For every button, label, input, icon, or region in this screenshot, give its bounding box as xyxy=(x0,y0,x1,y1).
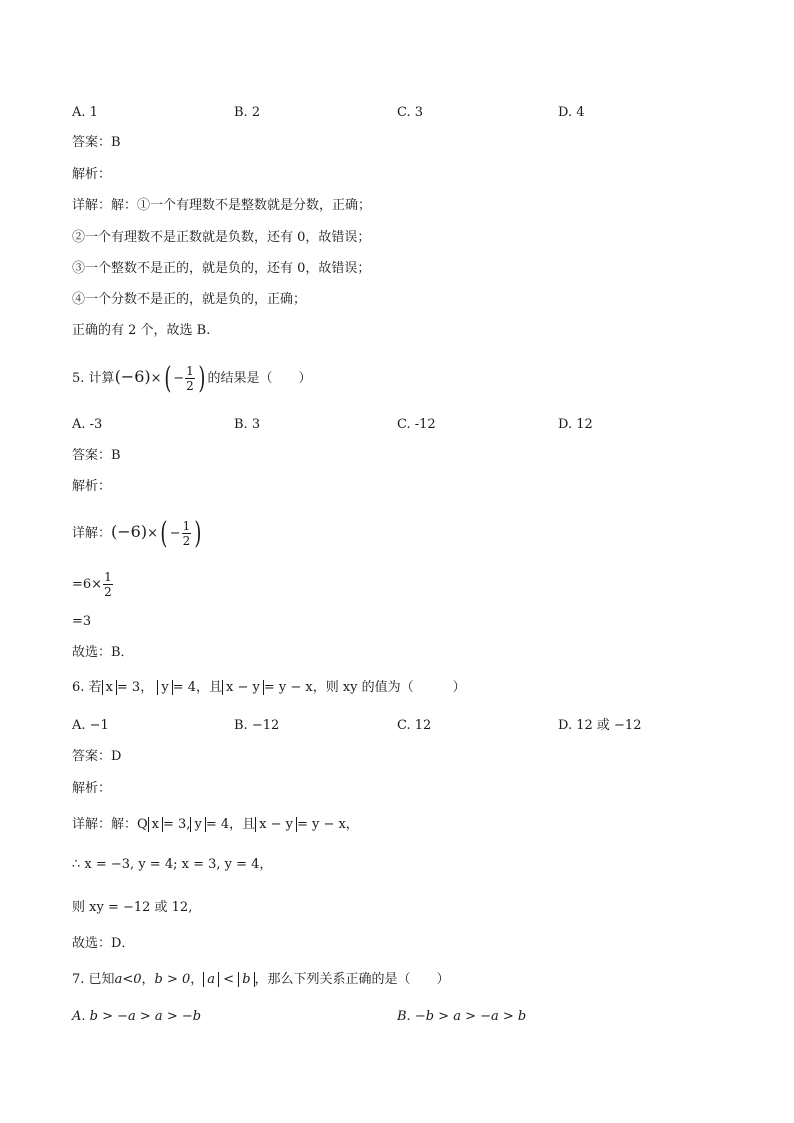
q6-option-b: B. −12 xyxy=(234,718,280,733)
q5-detail-frac-den: 2 xyxy=(182,534,191,548)
q5-detail-minus: − xyxy=(169,526,181,541)
q7-cond1: a<0 xyxy=(114,972,142,987)
q6-answer: 答案：D xyxy=(72,749,122,764)
q6-ruo: 若 xyxy=(88,680,102,695)
q6-abs-x: x xyxy=(102,680,117,695)
q4-analysis-label: 解析： xyxy=(72,167,112,182)
q5-option-b: B. 3 xyxy=(234,417,261,432)
q7-option-b: B. −b > a > −a > b xyxy=(397,1009,527,1024)
q6-detail-abs-y: y xyxy=(190,817,205,832)
q5-detail-times: × xyxy=(147,526,158,541)
q5-step2: =3 xyxy=(72,614,92,629)
q5-detail-close-paren: ) xyxy=(194,515,202,551)
q5-detail-fraction xyxy=(182,519,192,548)
q6-step2: 则 xy = −12 或 12, xyxy=(72,900,193,915)
q6-detail-abs-x: x xyxy=(148,817,163,832)
q6-abs-y: y xyxy=(157,680,172,695)
q5-detail-open-paren: ( xyxy=(160,515,168,551)
q5-times: × xyxy=(150,371,162,386)
q5-close-paren: ) xyxy=(198,360,206,396)
q5-step1-frac-num: 1 xyxy=(104,570,112,584)
q5-frac-den: 2 xyxy=(186,379,194,393)
q4-detail-line: ③一个整数不是正的，就是负的，还有 0，故错误； xyxy=(72,261,371,276)
q6-option-c: C. 12 xyxy=(397,718,432,733)
q7-stem xyxy=(72,971,450,989)
q4-detail-line: 详解：解：①一个有理数不是整数就是分数，正确； xyxy=(72,198,372,213)
q5-stem-suffix: 的结果是（ ） xyxy=(207,371,312,386)
q6-eq4: = 4，且 xyxy=(172,680,222,695)
q7-cond2: b > 0 xyxy=(154,972,191,987)
q5-stem xyxy=(72,360,312,396)
q5-step1-prefix: =6× xyxy=(72,577,103,592)
q5-conclusion: 故选：B． xyxy=(72,645,134,660)
q5-detail xyxy=(72,515,204,551)
q5-open-paren: ( xyxy=(163,360,171,396)
q7-sep2: ， xyxy=(190,972,204,987)
q5-option-c: C. -12 xyxy=(397,417,436,432)
q5-stem-prefix: 计算 xyxy=(88,371,115,386)
q5-expr-left: (−6) xyxy=(114,367,151,386)
q7-number: 7. xyxy=(72,972,85,987)
q6-eq3: = 3， xyxy=(116,680,154,695)
q5-fraction xyxy=(185,364,195,393)
q5-answer: 答案：B xyxy=(72,448,121,463)
q6-detail-eqymx: = y − x， xyxy=(296,817,359,832)
q4-option-a: A. 1 xyxy=(72,105,98,120)
q6-option-a: A. −1 xyxy=(72,718,109,733)
q5-step1-fraction xyxy=(103,570,113,599)
q7-abs-a: a xyxy=(203,972,219,987)
q5-option-d: D. 12 xyxy=(558,417,593,432)
q7-option-a: A. b > −a > a > −b xyxy=(72,1009,202,1024)
q6-detail-abs-xmy: x − y xyxy=(255,817,297,832)
q6-detail-prefix: 详解：解：Q xyxy=(72,817,148,832)
q5-detail-prefix: 详解： xyxy=(72,526,112,541)
q5-minus: − xyxy=(173,371,185,386)
q4-option-c: C. 3 xyxy=(397,105,424,120)
q4-answer: 答案：B xyxy=(72,135,121,150)
q5-detail-expr-left: (−6) xyxy=(111,522,148,541)
q5-step1-frac-den: 2 xyxy=(104,585,112,599)
q6-eqymx: = y − x，则 xy 的值为（ ） xyxy=(263,680,466,695)
q7-abs-b: b xyxy=(238,972,254,987)
q6-step1: ∴ x = −3, y = 4; x = 3, y = 4， xyxy=(72,857,273,872)
q6-analysis-label: 解析： xyxy=(72,781,112,796)
q6-detail-eq4: = 4，且 xyxy=(205,817,256,832)
q4-detail-line: 正确的有 2 个，故选 B. xyxy=(72,323,211,338)
q7-stem-prefix: 已知 xyxy=(88,972,115,987)
q5-analysis-label: 解析： xyxy=(72,479,112,494)
q4-detail-line: ②一个有理数不是正数就是负数，还有 0，故错误； xyxy=(72,230,371,245)
q5-step1 xyxy=(72,568,114,602)
q6-option-d: D. 12 或 −12 xyxy=(558,718,642,733)
q6-detail xyxy=(72,816,359,834)
q4-detail-line: ④一个分数不是正的，就是负的，正确； xyxy=(72,292,307,307)
q6-abs-xmy: x − y xyxy=(222,680,264,695)
q6-number: 6. xyxy=(72,680,85,695)
q5-number: 5. xyxy=(72,371,85,386)
q6-conclusion: 故选：D． xyxy=(72,936,135,951)
q7-stem-suffix: ，那么下列关系正确的是（ ） xyxy=(254,972,450,987)
q7-lt: < xyxy=(223,972,235,987)
q5-option-a: A. -3 xyxy=(72,417,103,432)
q5-detail-frac-num: 1 xyxy=(182,519,191,533)
q5-frac-num: 1 xyxy=(186,364,194,378)
q6-stem xyxy=(72,679,466,697)
q6-detail-eq3: = 3, xyxy=(163,817,191,832)
q4-option-d: D. 4 xyxy=(558,105,585,120)
q7-sep1: ， xyxy=(141,972,155,987)
q4-option-b: B. 2 xyxy=(234,105,261,120)
